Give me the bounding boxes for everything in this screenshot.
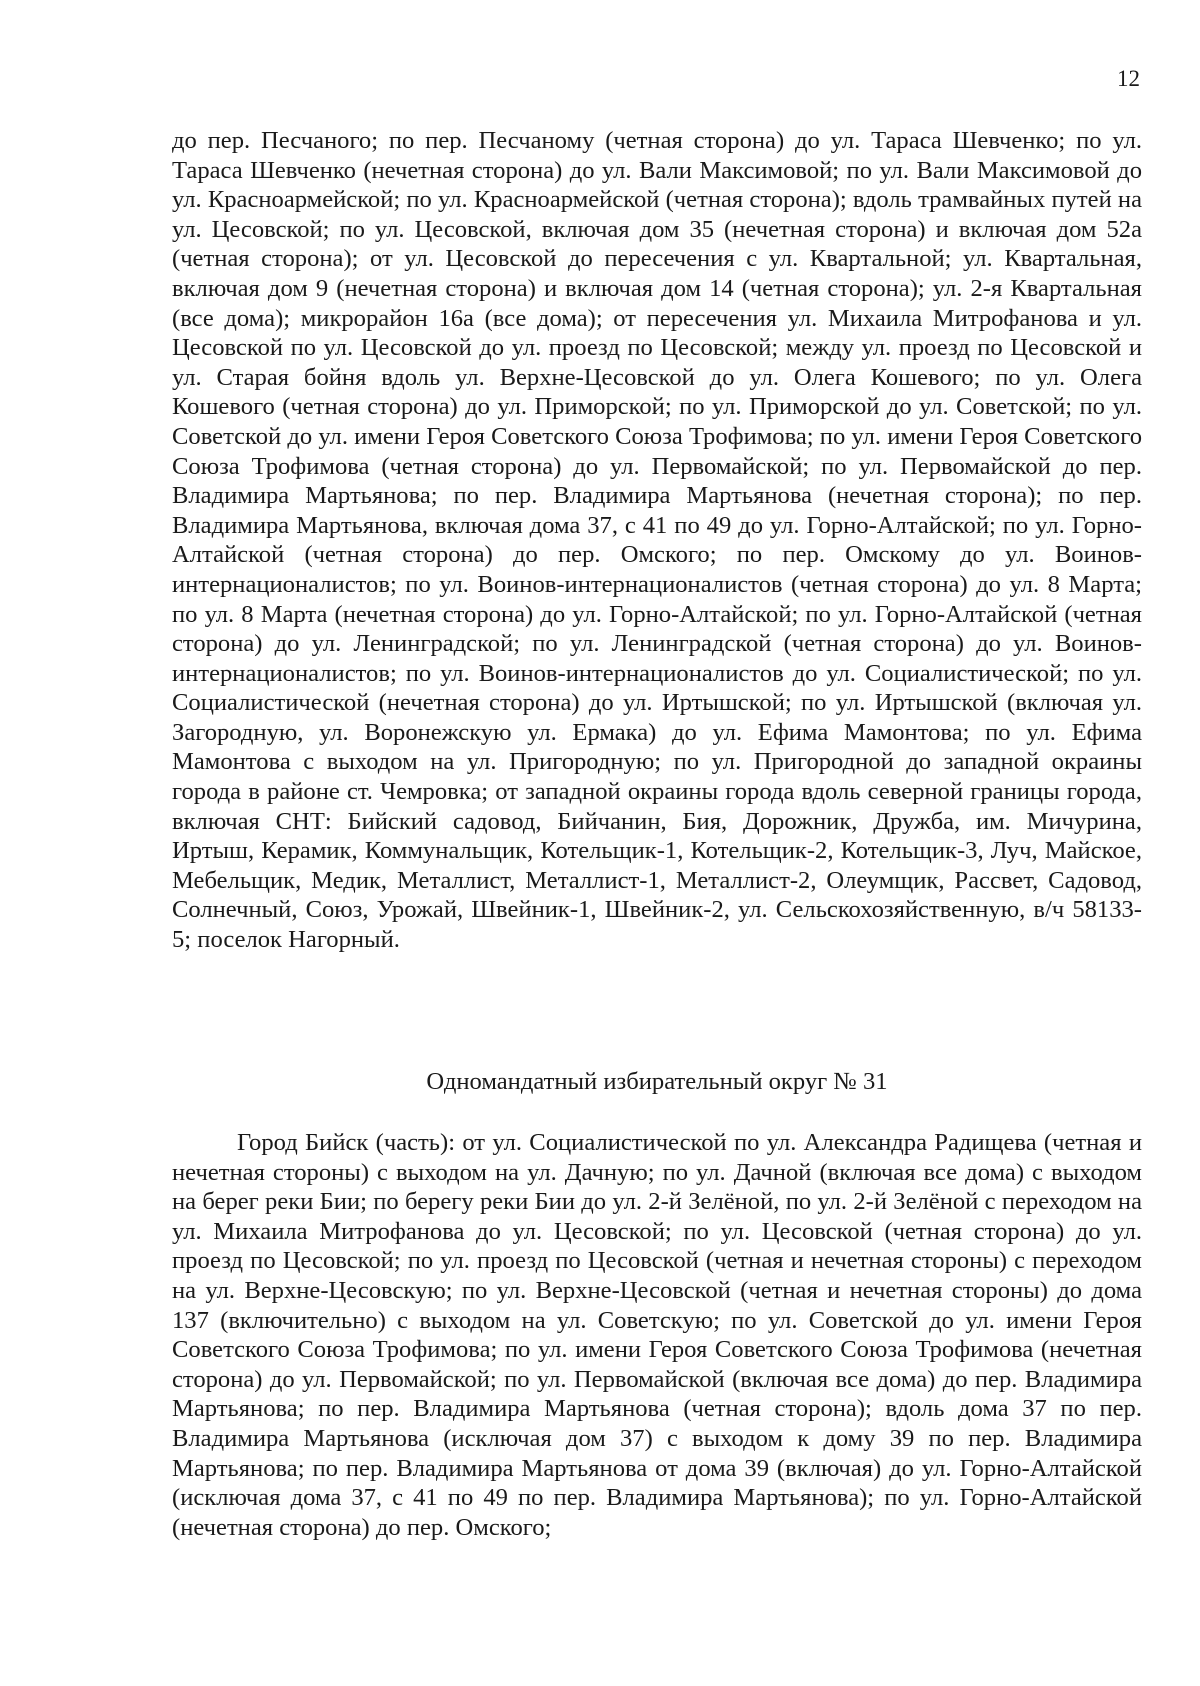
section-heading-district-31: Одномандатный избирательный округ № 31 — [426, 1068, 888, 1095]
page-number: 12 — [1117, 66, 1140, 91]
district-boundary-paragraph-continued: до пер. Песчаного; по пер. Песчаному (четная сторона) до ул. Тараса Шевченко; по ул. Тараса Шевченко (нечетная сторона) до ул. Вали Максимовой; по ул. Вали Максимовой до ул. Красноармейской; по ул. Красноармейской (четная сторона); вдоль трамвайных путей на ул. Цесовской; по ул. Цесовской, включая дом 35 (нечетная сторона) и включая дом 52а (четная сторона); от ул. Цесовской до пересечения с ул. Квартальной; ул. Квартальная, включая дом 9 (нечетная сторона) и включая дом 14 (четная сторона); ул. 2-я Квартальная (все дома); микрорайон 16а (все дома); от пересечения ул. Михаила Митрофанова и ул. Цесовской по ул. Цесовской до ул. проезд по Цесовской; между ул. проезд по Цесовской и ул. Старая бойня вдоль ул. Верхне-Цесовской до ул. Олега Кошевого; по ул. Олега Кошевого (четная сторона) до ул. Приморской; по ул. Приморской до ул. Советской; по ул. Советской до ул. имени Героя Советского Союза Трофимова; по ул. имени Героя Советского Союза Трофимова (четная сторона) до ул. Первомайской; по ул. Первомайской до пер. Владимира Мартьянова; по пер. Владимира Мартьянова (нечетная сторона); по пер. Владимира Мартьянова, включая дома 37, с 41 по 49 до ул. Горно-Алтайской; по ул. Горно-Алтайской (четная сторона) до пер. Омского; по пер. Омскому до ул. Воинов-интернационалистов; по ул. Воинов-интернационалистов (четная сторона) до ул. 8 Марта; по ул. 8 Марта (нечетная сторона) до ул. Горно-Алтайской; по ул. Горно-Алтайской (четная сторона) до ул. Ленинградской; по ул. Ленинградской (четная сторона) до ул. Воинов-интернационалистов; по ул. Воинов-интернационалистов до ул. Социалистической; по ул. Социалистической (нечетная сторона) до ул. Иртышской; по ул. Иртышской (включая ул. Загородную, ул. Воронежскую ул. Ермака) до ул. Ефима Мамонтова; по ул. Ефима Мамонтова с выходом на ул. Пригородную; по ул. Пригородной до западной окраины города в районе ст. Чемровка; от западной окраины города вдоль северной границы города, включая СНТ: Бийский садовод, Бийчанин, Бия, Дорожник, Дружба, им. Мичурина, Иртыш, Керамик, Коммунальщик, Котельщик-1, Котельщик-2, Котельщик-3, Луч, Майское, Мебельщик, Медик, Металлист, Металлист-1, Металлист-2, Олеумщик, Рассвет, Садовод, Солнечный, Союз, Урожай, Швейник-1, Швейник-2, ул. Сельскохозяйственную, в/ч 58133-5; поселок Нагорный. — [172, 127, 1142, 954]
district-31-boundary-paragraph: Город Бийск (часть): от ул. Социалистической по ул. Александра Радищева (четная и нечетная стороны) с выходом на ул. Дачную; по ул. Дачной (включая все дома) с выходом на берег реки Бии; по берегу реки Бии до ул. 2-й Зелёной, по ул. 2-й Зелёной с переходом на ул. Михаила Митрофанова до ул. Цесовской; по ул. Цесовской (четная сторона) до ул. проезд по Цесовской; по ул. проезд по Цесовской (четная и нечетная стороны) с переходом на ул. Верхне-Цесовскую; по ул. Верхне-Цесовской (четная и нечетная стороны) до дома 137 (включительно) с выходом на ул. Советскую; по ул. Советской до ул. имени Героя Советского Союза Трофимова; по ул. имени Героя Советского Союза Трофимова (нечетная сторона) до ул. Первомайской; по ул. Первомайской (включая все дома) до пер. Владимира Мартьянова; по пер. Владимира Мартьянова (четная сторона); вдоль дома 37 по пер. Владимира Мартьянова (исключая дом 37) с выходом к дому 39 по пер. Владимира Мартьянова; по пер. Владимира Мартьянова от дома 39 (включая) до ул. Горно-Алтайской (исключая дома 37, с 41 по 49 по пер. Владимира Мартьянова); по ул. Горно-Алтайской (нечетная сторона) до пер. Омского; — [172, 1129, 1142, 1541]
